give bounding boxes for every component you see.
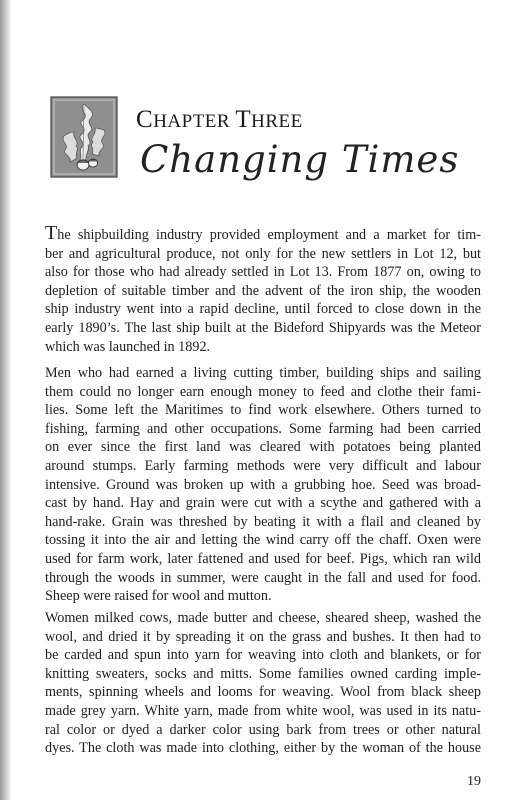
paragraph-2 [45,364,481,606]
chapter-number-heading: CHAPTER THREE [136,106,303,133]
text-line: be carded and spun into yarn for weaving into cloth and blankets, or for [45,647,481,664]
text-line: early 1890’s. The last ship built at the Bideford Shipyards was the Meteor [45,319,481,336]
text-line: ship industry went into a rapid decline, until forced to close down in the [45,301,481,318]
text-line: ral color or dyed a darker color using bark from trees or other natural [45,721,481,738]
text-line: used for farm work, later fattened and used for beef. Pigs, which ran wild [45,550,481,567]
text-line: made grey yarn. White yarn, made from white wool, was used in its natu- [45,702,481,719]
text-line: knitting sweaters, socks and mitts. Some families owned carding imple- [45,665,481,682]
paragraph-3 [45,609,481,758]
text-line: ber and agricultural produce, not only for the new settlers in Lot 12, but [45,245,481,262]
text-line: also for those who had already settled in Lot 13. From 1877 on, owing to [45,264,481,281]
text-line: dyes. The cloth was made into clothing, either by the woman of the house [45,740,481,757]
text-line: hand-rake. Grain was threshed by beating it with a flail and cleaned by [45,513,481,530]
text-line: which was launched in 1892. [45,338,211,355]
text-line: The shipbuilding industry provided employment and a market for tim- [45,222,481,244]
text-line: Women milked cows, made butter and cheese, sheared sheep, washed the [45,610,481,626]
oak-leaf-acorn-icon [50,96,118,178]
paragraph-1 [45,224,481,356]
text-line: ments, spinning wheels and looms for weaving. Wool from black sheep [45,684,481,701]
text-line: them could no longer earn enough money to feed and clothe their fami- [45,383,481,400]
text-line: Men who had earned a living cutting timber, building ships and sailing [45,365,481,381]
text-line: depletion of suitable timber and the advent of the iron ship, the wooden [45,282,481,299]
text-line: cast by hand. Hay and grain were cut with a scythe and gathered with a [45,495,481,512]
text-line: lies. Some left the Maritimes to find work elsewhere. Others turned to [45,402,481,419]
text-line: wool, and dried it by spreading it on the grass and bushes. It then had to [45,628,481,645]
drop-cap: T [45,222,58,244]
book-spine-shadow [0,0,12,800]
text-line: tossing it into the air and letting the wind carry off the chaff. Oxen were [45,532,481,549]
text-line: fishing, farming and other occupations. Some farming had been carried [45,420,481,437]
text-line: through the woods in summer, were caught in the fall and used for food. [45,569,481,586]
text-line: Sheep were raised for wool and mutton. [45,588,272,605]
text-line: intensive. Ground was broken up with a grubbing hoe. Seed was broad- [45,476,481,493]
chapter-title: Changing Times [140,138,460,181]
text-line: on ever since the first land was cleared with potatoes being planted [45,439,481,456]
page-number: 19 [467,774,481,789]
text-line: around stumps. Early farming methods were very difficult and labour [45,457,481,474]
